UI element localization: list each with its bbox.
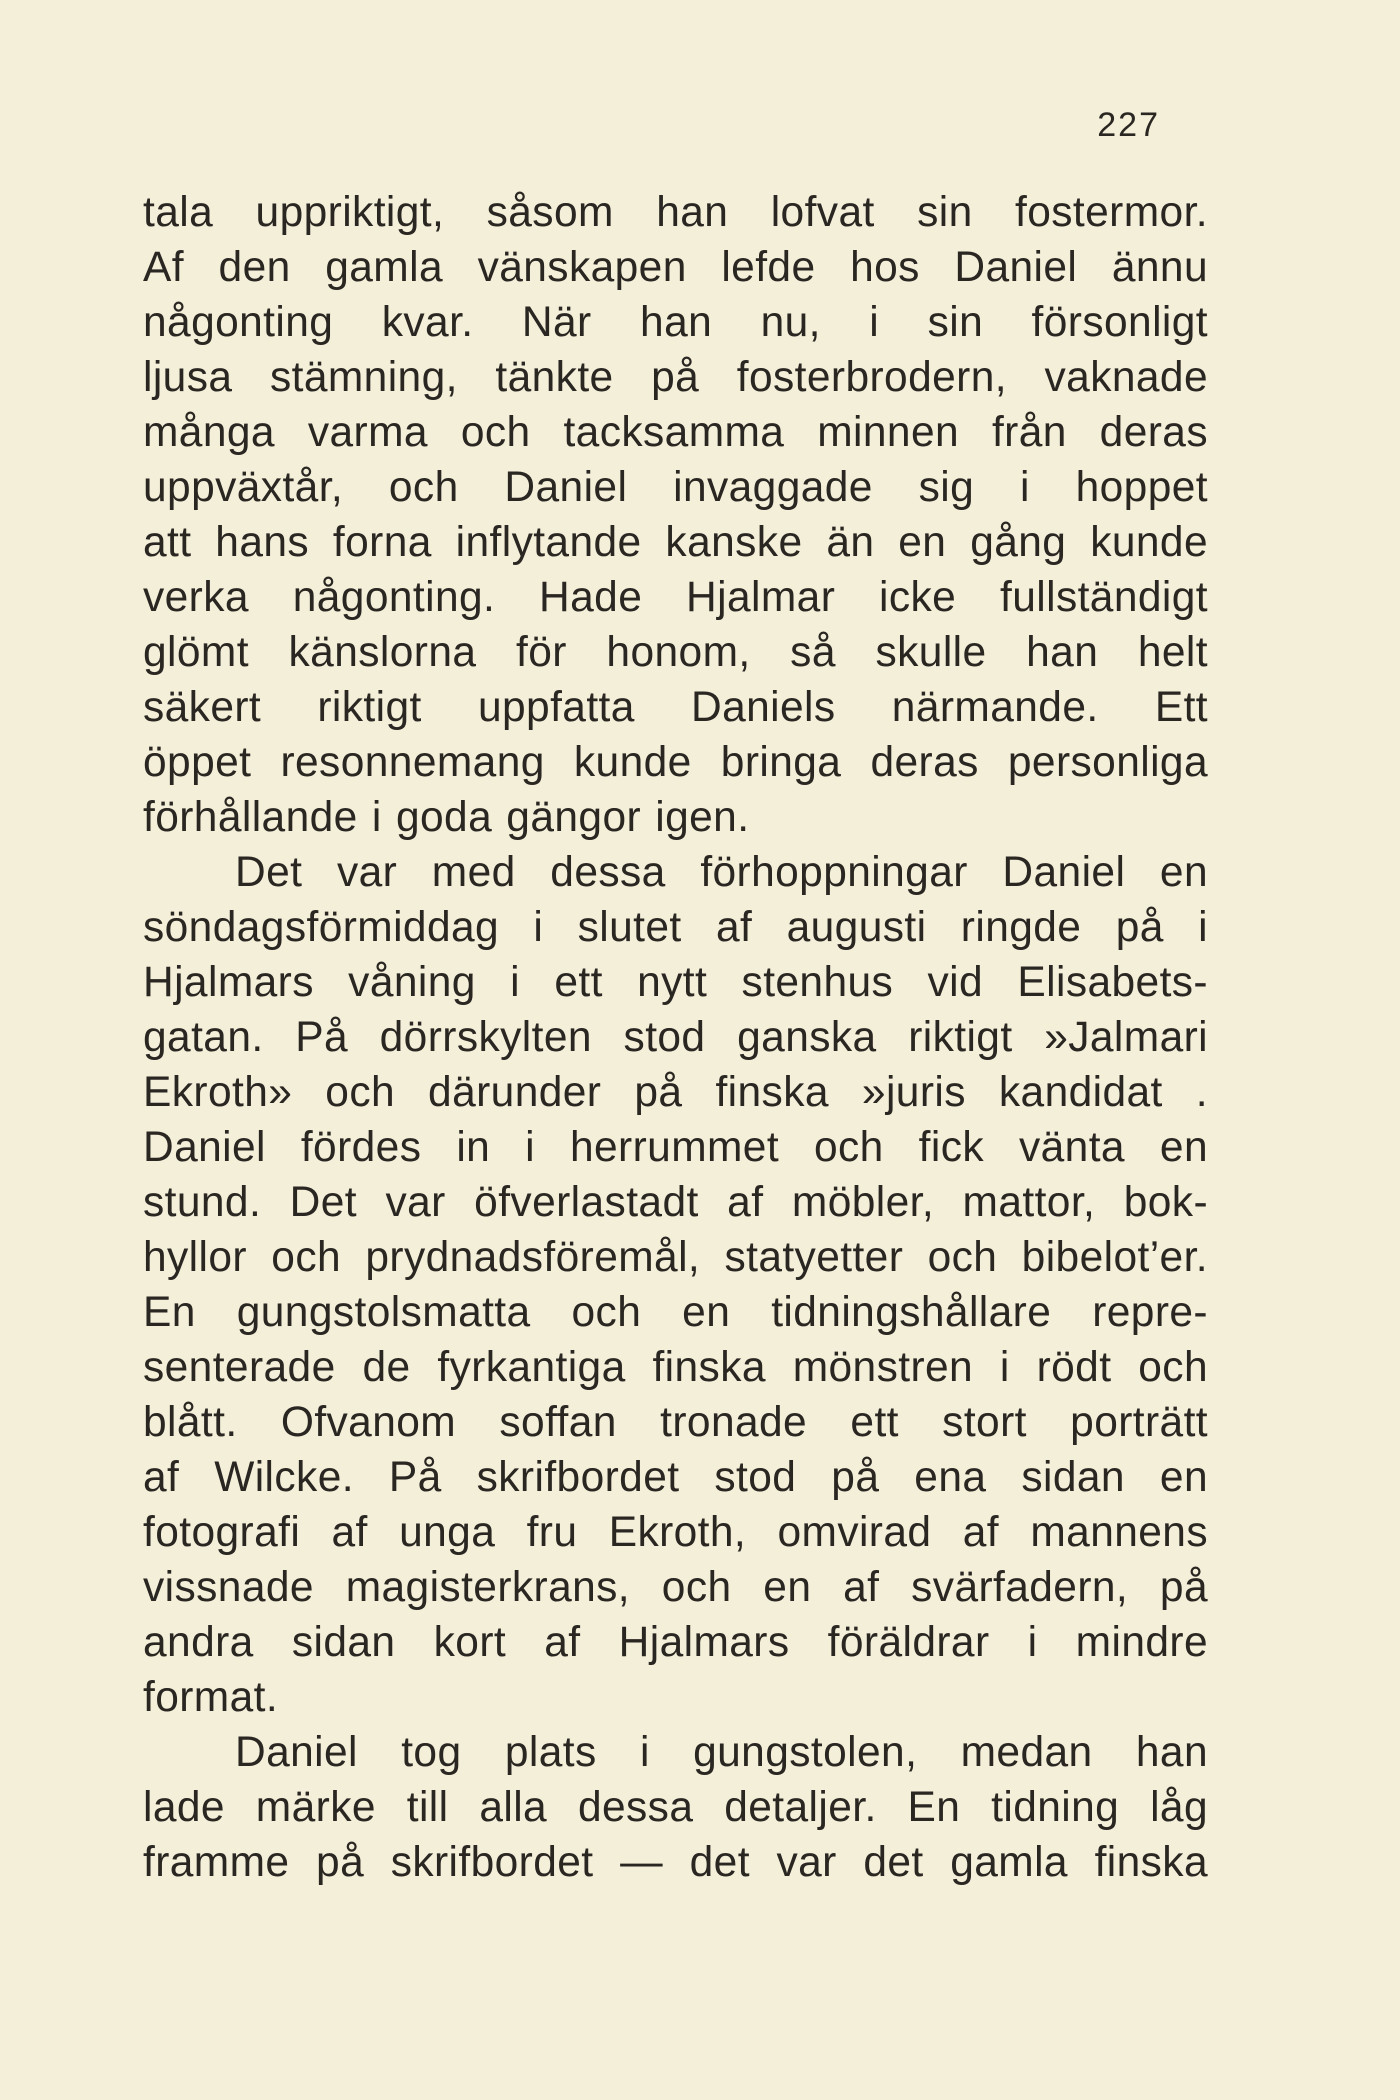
text-line: tala uppriktigt, såsom han lofvat sin fostermor. — [143, 189, 1208, 236]
text-line: glömt känslorna för honom, så skulle han helt — [143, 629, 1208, 676]
text-line: Daniel fördes in i herrummet och fick vänta en — [143, 1124, 1208, 1171]
text-line: Ekroth» och därunder på finska »juris kandidat . — [143, 1069, 1208, 1116]
text-line: Af den gamla vänskapen lefde hos Daniel ännu — [143, 244, 1208, 291]
text-line: senterade de fyrkantiga finska mönstren i rödt och — [143, 1344, 1208, 1391]
text-line: söndagsförmiddag i slutet af augusti ringde på i — [143, 904, 1208, 951]
text-line: framme på skrifbordet — det var det gamla finska — [143, 1839, 1208, 1886]
text-line: att hans forna inflytande kanske än en gång kunde — [143, 519, 1208, 566]
text-line: många varma och tacksamma minnen från deras — [143, 409, 1208, 456]
text-line: lade märke till alla dessa detaljer. En tidning låg — [143, 1784, 1208, 1831]
text-line: blått. Ofvanom soffan tronade ett stort porträtt — [143, 1399, 1208, 1446]
body-text — [143, 185, 1208, 1890]
text-line: andra sidan kort af Hjalmars föräldrar i mindre — [143, 1619, 1208, 1666]
text-line: af Wilcke. På skrifbordet stod på ena sidan en — [143, 1454, 1208, 1501]
text-line: gatan. På dörrskylten stod ganska riktigt »Jalmari — [143, 1014, 1208, 1061]
text-line: uppväxtår, och Daniel invaggade sig i hoppet — [143, 464, 1208, 511]
text-line: verka någonting. Hade Hjalmar icke fullständigt — [143, 574, 1208, 621]
text-line: En gungstolsmatta och en tidningshållare repre- — [143, 1289, 1208, 1336]
text-line: någonting kvar. När han nu, i sin försonligt — [143, 299, 1208, 346]
text-line: öppet resonnemang kunde bringa deras personliga — [143, 739, 1208, 786]
text-line: säkert riktigt uppfatta Daniels närmande. Ett — [143, 684, 1208, 731]
text-line: stund. Det var öfverlastadt af möbler, mattor, bok- — [143, 1179, 1208, 1226]
text-line: ljusa stämning, tänkte på fosterbrodern, vaknade — [143, 354, 1208, 401]
paragraph-start-line: Det var med dessa förhoppningar Daniel en — [235, 849, 1208, 896]
text-line: vissnade magisterkrans, och en af svärfadern, på — [143, 1564, 1208, 1611]
paragraph-start-line: Daniel tog plats i gungstolen, medan han — [235, 1729, 1208, 1776]
text-line: hyllor och prydnadsföremål, statyetter och bibelot’er. — [143, 1234, 1208, 1281]
text-line: Hjalmars våning i ett nytt stenhus vid Elisabets- — [143, 959, 1208, 1006]
page-number: 227 — [1097, 106, 1160, 144]
text-line: fotografi af unga fru Ekroth, omvirad af mannens — [143, 1509, 1208, 1556]
text-line: förhållande i goda gängor igen. — [143, 794, 750, 841]
text-line: format. — [143, 1674, 279, 1721]
